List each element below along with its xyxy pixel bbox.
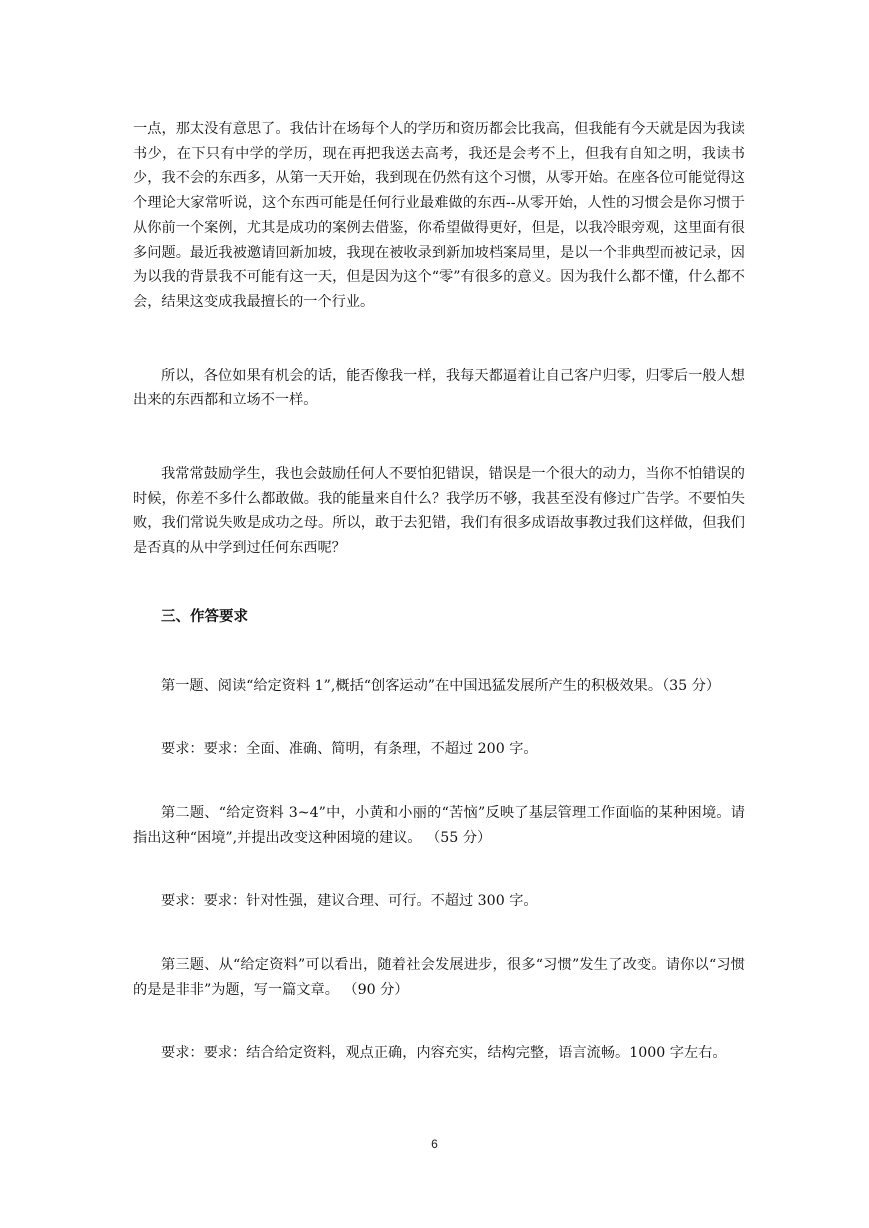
question-1-requirement: 要求：要求：全面、准确、简明，有条理，不超过 200 字。 (161, 741, 538, 758)
question-3-requirement: 要求：要求：结合给定资料，观点正确，内容充实，结构完整，语言流畅。1000 字左右。 (161, 1045, 727, 1062)
question-3: 第三题、从“给定资料”可以看出，随着社会发展进步，很多“习惯”发生了改变。请你以“习惯的是是非非”为题，写一篇文章。 （90 分） (133, 957, 745, 998)
body-paragraph-3: 我常常鼓励学生，我也会鼓励任何人不要怕犯错误，错误是一个很大的动力，当你不怕错误的时候，你差不多什么都敢做。我的能量来自什么？我学历不够，我甚至没有修过广告学。不要怕失败，我们常说失败是成功之母。所以，敢于去犯错，我们有很多成语故事教过我们这样做，但我们是否真的从中学到过任何东西呢？ (133, 466, 745, 557)
question-1: 第一题、阅读“给定资料 1”,概括“创客运动”在中国迅猛发展所产生的积极效果。（35 分） (161, 677, 721, 694)
page-number: 6 (431, 1137, 438, 1151)
section-heading: 三、作答要求 (161, 608, 248, 625)
page-content (133, 117, 745, 1066)
question-2-requirement: 要求：要求：针对性强，建议合理、可行。不超过 300 字。 (161, 893, 538, 910)
question-2: 第二题、“给定资料 3~4”中，小黄和小丽的“苦恼”反映了基层管理工作面临的某种困境。请指出这种“困境”,并提出改变这种困境的建议。 （55 分） (133, 804, 745, 846)
body-paragraph-2: 所以，各位如果有机会的话，能否像我一样，我每天都逼着让自己客户归零，归零后一般人想出来的东西都和立场不一样。 (133, 367, 745, 409)
body-paragraph-1: 一点，那太没有意思了。我估计在场每个人的学历和资历都会比我高，但我能有今天就是因为我读书少，在下只有中学的学历，现在再把我送去高考，我还是会考不上，但我有自知之明，我读书少，我不会的东西多，从第一天开始，我到现在仍然有这个习惯，从零开始。在座各位可能觉得这个理论大家常听说，这个东西可能是任何行业最难做的东西--从零开始，人性的习惯会是你习惯于从你前一个案例，尤其是成功的案例去借鉴，你希望做得更好，但是，以我冷眼旁观，这里面有很多问题。最近我被邀请回新加坡，我现在被收录到新加坡档案局里，是以一个非典型而被记录，因为以我的背景我不可能有这一天，但是因为这个“零”有很多的意义。因为我什么都不懂，什么都不会，结果这变成我最擅长的一个行业。 (133, 121, 745, 310)
